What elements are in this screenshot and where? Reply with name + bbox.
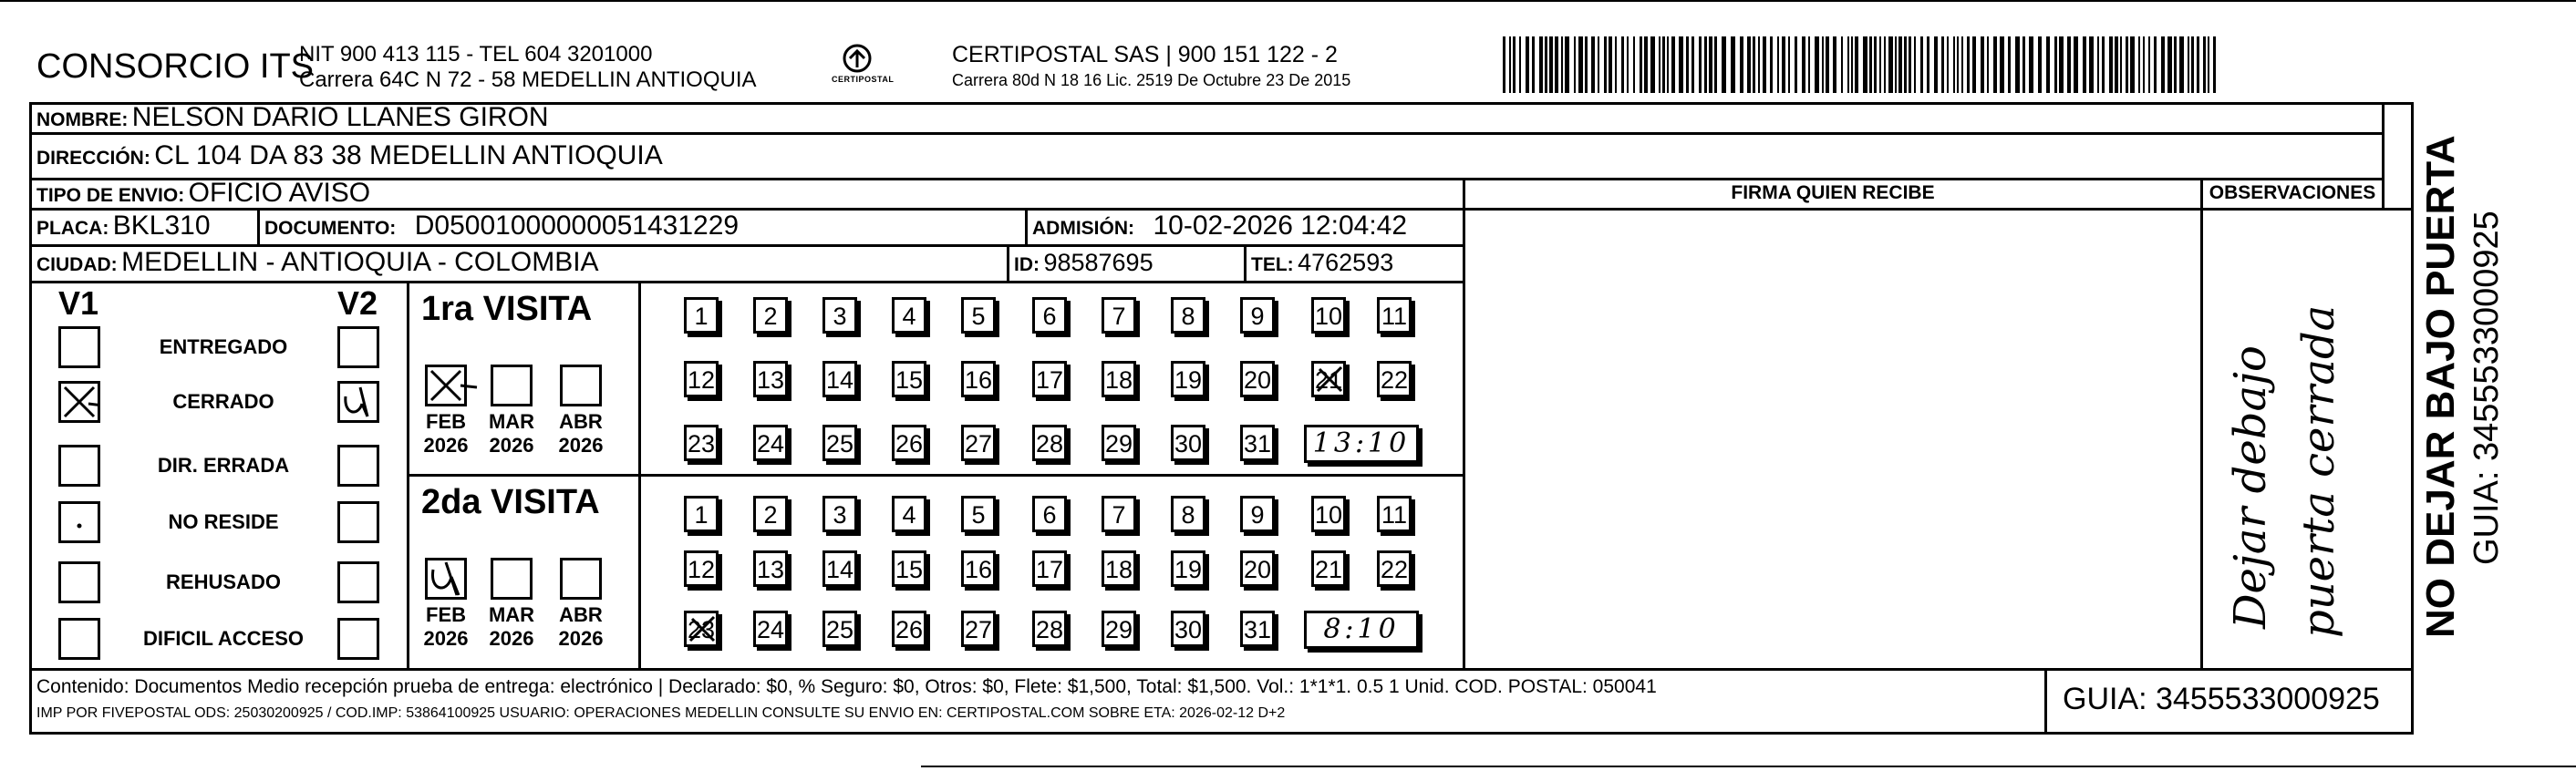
tipo-label: TIPO DE ENVIO: — [36, 185, 185, 206]
day-checkbox[interactable]: 15 — [892, 550, 926, 587]
first-time-value: 13:10 — [1312, 427, 1411, 459]
barcode-bar — [1747, 36, 1751, 93]
barcode-bar — [1615, 36, 1617, 93]
visit-month-label: ABR 2026 — [558, 410, 604, 457]
side-no-dejar: NO DEJAR BAJO PUERTA — [2418, 135, 2463, 638]
observaciones-header: OBSERVACIONES — [2209, 182, 2376, 203]
barcode-bar — [1519, 36, 1521, 93]
barcode-bar — [1914, 36, 1916, 93]
barcode-bar — [2174, 36, 2177, 93]
barcode-bar — [1699, 36, 1702, 93]
side-guia: GUIA: 3455533000925 — [2467, 211, 2506, 565]
ciudad-label: CIUDAD: — [36, 254, 118, 275]
barcode-bar — [1709, 36, 1712, 93]
barcode-bar — [2161, 36, 2165, 93]
day-checkbox[interactable]: 7 — [1102, 496, 1136, 532]
dot-mark-icon — [61, 504, 98, 540]
barcode-bar — [2148, 36, 2150, 93]
barcode-bar — [2138, 36, 2140, 93]
barcode-bar — [1920, 36, 1923, 93]
barcode-bar — [1981, 36, 1984, 93]
day-checkbox[interactable]: 17 — [1032, 361, 1067, 397]
barcode-bar — [1574, 36, 1576, 93]
barcode-bar — [1598, 36, 1599, 93]
barcode-bar — [2154, 36, 2157, 93]
day-checkbox[interactable]: 15 — [892, 361, 926, 397]
barcode-bar — [1993, 36, 1997, 93]
barcode-bar — [1763, 36, 1766, 93]
barcode-bar — [2213, 36, 2216, 93]
barcode-bar — [1855, 36, 1858, 93]
barcode-bar — [1847, 36, 1849, 93]
barcode-bar — [2197, 36, 2199, 93]
status-v1-checkbox[interactable] — [58, 618, 100, 660]
company-address: Carrera 64C N 72 - 58 MEDELLIN ANTIOQUIA — [299, 67, 757, 92]
barcode-bar — [1679, 36, 1683, 93]
barcode-bar — [2167, 36, 2172, 93]
day-checkbox[interactable]: 31 — [1240, 611, 1275, 647]
day-checkbox[interactable]: 9 — [1240, 297, 1275, 334]
barcode-bar — [1740, 36, 1743, 93]
barcode-bar — [1879, 36, 1881, 93]
barcode-bar — [1909, 36, 1911, 93]
nombre-value: NELSON DARIO LLANES GIRON — [131, 102, 549, 132]
placa-value: BKL310 — [112, 211, 211, 241]
status-v1-checkbox[interactable] — [58, 445, 100, 487]
status-v2-checkbox[interactable] — [337, 326, 379, 368]
status-v2-checkbox[interactable] — [337, 501, 379, 543]
barcode-bar — [1545, 36, 1547, 93]
day-checkbox[interactable]: 23 — [684, 425, 719, 461]
bottom-cut-line — [921, 766, 2576, 767]
x-mark-icon — [428, 367, 479, 404]
barcode-bar — [1549, 36, 1553, 93]
day-checkbox[interactable]: 13 — [753, 550, 788, 587]
barcode-bar — [1822, 36, 1824, 93]
nombre-label: NOMBRE: — [36, 109, 129, 130]
barcode-bar — [1863, 36, 1867, 93]
day-checkbox[interactable]: 24 — [753, 611, 788, 647]
barcode-bar — [2203, 36, 2206, 93]
barcode — [1503, 36, 2223, 93]
barcode-bar — [1972, 36, 1976, 93]
barcode-bar — [1659, 36, 1660, 93]
barcode-bar — [2143, 36, 2145, 93]
barcode-bar — [1532, 36, 1535, 93]
barcode-bar — [1539, 36, 1543, 93]
barcode-bar — [1591, 36, 1595, 93]
barcode-bar — [1957, 36, 1959, 93]
barcode-bar — [1927, 36, 1929, 93]
day-checkbox[interactable]: 2 — [753, 297, 788, 334]
day-checkbox[interactable]: 29 — [1102, 611, 1136, 647]
day-checkbox[interactable]: 5 — [961, 496, 996, 532]
barcode-bar — [1967, 36, 1970, 93]
day-checkbox[interactable]: 1 — [684, 496, 719, 532]
day-checkbox[interactable]: 6 — [1032, 496, 1067, 532]
barcode-bar — [1895, 36, 1897, 93]
day-checkbox[interactable]: 3 — [822, 496, 857, 532]
barcode-bar — [2126, 36, 2128, 93]
barcode-bar — [1604, 36, 1607, 93]
barcode-bar — [2208, 36, 2209, 93]
second-time-box — [1304, 611, 1419, 649]
footer-guia: GUIA: 3455533000925 — [2063, 682, 2380, 716]
carrier-address: Carrera 80d N 18 16 Lic. 2519 De Octubre 23 De 2015 — [952, 71, 1351, 89]
barcode-bar — [1691, 36, 1694, 93]
visit-month-checkbox[interactable] — [491, 365, 533, 406]
barcode-bar — [2130, 36, 2135, 93]
documento-value: D05001000000051431229 — [414, 211, 740, 241]
documento-field — [264, 208, 739, 244]
tel-value: 4762593 — [1298, 249, 1394, 276]
day-checkbox[interactable]: 17 — [1032, 550, 1067, 587]
visit-month-label: FEB 2026 — [423, 410, 469, 457]
barcode-bar — [2102, 36, 2105, 93]
day-checkbox[interactable]: 1 — [684, 297, 719, 334]
id-value: 98587695 — [1043, 249, 1154, 276]
day-checkbox[interactable]: 21 — [1311, 361, 1346, 397]
barcode-bar — [1627, 36, 1629, 93]
admision-value: 10-02-2026 12:04:42 — [1153, 211, 1408, 241]
first-visit-title: 1ra VISITA — [421, 290, 593, 328]
day-checkbox[interactable]: 22 — [1377, 361, 1412, 397]
direccion-label: DIRECCIÓN: — [36, 148, 150, 169]
check-mark-icon — [428, 560, 464, 597]
barcode-bar — [1722, 36, 1726, 93]
barcode-bar — [2008, 36, 2011, 93]
barcode-bar — [1770, 36, 1773, 93]
day-checkbox[interactable]: 28 — [1032, 611, 1067, 647]
observaciones-handwriting — [2207, 237, 2380, 656]
day-checkbox[interactable]: 30 — [1171, 611, 1205, 647]
day-checkbox[interactable]: 26 — [892, 611, 926, 647]
day-checkbox[interactable]: 11 — [1377, 297, 1412, 334]
company-name: CONSORCIO ITS — [36, 47, 315, 86]
status-v2-checkbox[interactable] — [337, 618, 379, 660]
barcode-bar — [1758, 36, 1760, 93]
barcode-bar — [2097, 36, 2099, 93]
barcode-bar — [2109, 36, 2113, 93]
day-checkbox[interactable]: 10 — [1311, 297, 1346, 334]
visit-month-label: MAR 2026 — [488, 603, 535, 650]
tel-label: TEL: — [1251, 254, 1294, 275]
day-checkbox[interactable]: 16 — [961, 361, 996, 397]
day-checkbox[interactable]: 19 — [1171, 361, 1205, 397]
barcode-bar — [2059, 36, 2064, 93]
day-checkbox[interactable]: 27 — [961, 611, 996, 647]
status-label: ENTREGADO — [159, 335, 288, 358]
company-nit: NIT 900 413 115 - TEL 604 3201000 — [299, 42, 653, 67]
day-checkbox[interactable]: 20 — [1240, 550, 1275, 587]
barcode-bar — [1884, 36, 1886, 93]
placa-label: PLACA: — [36, 218, 109, 239]
barcode-bar — [1704, 36, 1707, 93]
day-checkbox[interactable]: 25 — [822, 425, 857, 461]
day-checkbox[interactable]: 4 — [892, 496, 926, 532]
day-checkbox[interactable]: 11 — [1377, 496, 1412, 532]
tel-field — [1251, 244, 1393, 281]
status-v1-checkbox[interactable] — [58, 326, 100, 368]
footer-line-2: IMP POR FIVEPOSTAL ODS: 25030200925 / COD.IMP: 53864100925 USUARIO: OPERACIONES MEDELLIN CONSULTE SU ENVIO EN: CERTIPOSTAL.COM SOBRE ETA: 2026-02-12 D+2 — [36, 705, 1286, 721]
admision-field — [1032, 208, 1407, 244]
barcode-bar — [1714, 36, 1717, 93]
top-border — [0, 0, 2576, 2]
id-field — [1014, 244, 1154, 281]
status-label: CERRADO — [172, 390, 274, 413]
barcode-bar — [1667, 36, 1669, 93]
v2-label: V2 — [337, 284, 378, 322]
barcode-bar — [1555, 36, 1558, 93]
barcode-bar — [2115, 36, 2118, 93]
barcode-bar — [2054, 36, 2057, 93]
barcode-bar — [2029, 36, 2033, 93]
day-checkbox[interactable]: 23 — [684, 611, 719, 647]
barcode-bar — [1815, 36, 1819, 93]
status-label: DIR. ERRADA — [157, 454, 290, 477]
barcode-bar — [1851, 36, 1853, 93]
documento-label: DOCUMENTO: — [264, 218, 397, 239]
barcode-bar — [1782, 36, 1785, 93]
barcode-bar — [2188, 36, 2189, 93]
day-checkbox[interactable]: 16 — [961, 550, 996, 587]
status-label: DIFICIL ACCESO — [142, 627, 304, 650]
barcode-bar — [1874, 36, 1877, 93]
status-v2-checkbox[interactable] — [337, 561, 379, 603]
barcode-bar — [1777, 36, 1779, 93]
barcode-bar — [2000, 36, 2004, 93]
visit-month-checkbox[interactable] — [560, 558, 602, 600]
barcode-bar — [1987, 36, 1989, 93]
visit-month-label: FEB 2026 — [423, 603, 469, 650]
ciudad-value: MEDELLIN - ANTIOQUIA - COLOMBIA — [121, 247, 599, 277]
barcode-bar — [1671, 36, 1675, 93]
v1-label: V1 — [58, 284, 99, 322]
status-label: REHUSADO — [166, 571, 281, 593]
day-checkbox[interactable]: 9 — [1240, 496, 1275, 532]
day-checkbox[interactable]: 3 — [822, 297, 857, 334]
day-checkbox[interactable]: 4 — [892, 297, 926, 334]
day-checkbox[interactable]: 25 — [822, 611, 857, 647]
barcode-bar — [2179, 36, 2184, 93]
tipo-field — [36, 178, 370, 208]
day-checkbox[interactable]: 28 — [1032, 425, 1067, 461]
barcode-bar — [1503, 36, 1505, 93]
direccion-field — [36, 139, 663, 173]
barcode-bar — [1731, 36, 1735, 93]
day-checkbox[interactable]: 8 — [1171, 297, 1205, 334]
day-checkbox[interactable]: 14 — [822, 550, 857, 587]
nombre-field — [36, 102, 549, 132]
barcode-bar — [1686, 36, 1689, 93]
barcode-bar — [2067, 36, 2071, 93]
status-label: NO RESIDE — [168, 510, 279, 533]
visit-month-label: MAR 2026 — [488, 410, 535, 457]
barcode-bar — [1941, 36, 1944, 93]
carrier-name: CERTIPOSTAL SAS | 900 151 122 - 2 — [952, 42, 1338, 67]
visit-month-checkbox[interactable] — [491, 558, 533, 600]
day-checkbox[interactable]: 12 — [684, 550, 719, 587]
barcode-bar — [2120, 36, 2122, 93]
day-checkbox[interactable]: 31 — [1240, 425, 1275, 461]
admision-label: ADMISIÓN: — [1032, 218, 1134, 239]
day-checkbox[interactable]: 5 — [961, 297, 996, 334]
day-checkbox[interactable]: 19 — [1171, 550, 1205, 587]
barcode-bar — [2089, 36, 2094, 93]
visit-month-label: ABR 2026 — [558, 603, 604, 650]
second-time-value: 8:10 — [1323, 613, 1400, 645]
barcode-bar — [1633, 36, 1635, 93]
day-checkbox[interactable]: 12 — [684, 361, 719, 397]
day-checkbox[interactable]: 13 — [753, 361, 788, 397]
barcode-bar — [1609, 36, 1612, 93]
barcode-bar — [1833, 36, 1836, 93]
barcode-bar — [1947, 36, 1949, 93]
barcode-bar — [1802, 36, 1805, 93]
day-checkbox[interactable]: 18 — [1102, 361, 1136, 397]
day-checkbox[interactable]: 7 — [1102, 297, 1136, 334]
day-checkbox[interactable]: 21 — [1311, 550, 1346, 587]
day-checkbox[interactable]: 20 — [1240, 361, 1275, 397]
barcode-bar — [1788, 36, 1790, 93]
day-checkbox[interactable]: 14 — [822, 361, 857, 397]
status-v2-checkbox[interactable] — [337, 445, 379, 487]
status-v2-checkbox[interactable] — [337, 381, 379, 423]
barcode-bar — [1513, 36, 1516, 93]
check-mark-icon — [340, 384, 377, 420]
placa-field — [36, 208, 211, 244]
ciudad-field — [36, 244, 599, 281]
barcode-bar — [1621, 36, 1624, 93]
direccion-value: CL 104 DA 83 38 MEDELLIN ANTIOQUIA — [154, 140, 663, 170]
day-checkbox[interactable]: 2 — [753, 496, 788, 532]
barcode-bar — [1585, 36, 1588, 93]
day-checkbox[interactable]: 24 — [753, 425, 788, 461]
barcode-bar — [1934, 36, 1938, 93]
barcode-bar — [1795, 36, 1797, 93]
barcode-bar — [1841, 36, 1843, 93]
day-checkbox[interactable]: 27 — [961, 425, 996, 461]
second-visit-title: 2da VISITA — [421, 483, 600, 521]
barcode-bar — [2023, 36, 2025, 93]
barcode-bar — [1565, 36, 1569, 93]
barcode-bar — [2191, 36, 2194, 93]
barcode-bar — [1561, 36, 1563, 93]
barcode-bar — [1904, 36, 1907, 93]
day-checkbox[interactable]: 29 — [1102, 425, 1136, 461]
visit-month-checkbox[interactable] — [560, 365, 602, 406]
barcode-bar — [2083, 36, 2086, 93]
barcode-bar — [1808, 36, 1810, 93]
tipo-value: OFICIO AVISO — [188, 178, 371, 208]
barcode-bar — [1961, 36, 1963, 93]
status-v1-checkbox[interactable] — [58, 501, 100, 543]
carrier-logo-icon — [830, 38, 885, 93]
barcode-bar — [1644, 36, 1648, 93]
day-checkbox[interactable]: 30 — [1171, 425, 1205, 461]
barcode-bar — [1650, 36, 1655, 93]
barcode-bar — [1753, 36, 1755, 93]
visit-month-checkbox[interactable] — [425, 558, 467, 600]
day-checkbox[interactable]: 22 — [1377, 550, 1412, 587]
firma-header: FIRMA QUIEN RECIBE — [1731, 182, 1935, 203]
day-checkbox[interactable]: 18 — [1102, 550, 1136, 587]
handwriting-line-1: Dejar debajo — [2225, 345, 2276, 629]
footer-line-1: Contenido: Documentos Medio recepción prueba de entrega: electrónico | Declarado: $0, % Seguro: $0, Otros: $0, Flete: $1,500, Total: $1,500. Vol.: 1*1*1. 0.5 1 Unid. COD. POSTAL: 050041 — [36, 676, 1657, 697]
barcode-bar — [1898, 36, 1902, 93]
day-checkbox[interactable]: 8 — [1171, 496, 1205, 532]
first-time-box — [1304, 425, 1419, 463]
x-mark-icon — [61, 384, 98, 420]
carrier-logo-text: CERTIPOSTAL — [832, 75, 895, 84]
day-checkbox[interactable]: 10 — [1311, 496, 1346, 532]
barcode-bar — [2046, 36, 2050, 93]
id-label: ID: — [1014, 254, 1040, 275]
status-v1-checkbox[interactable] — [58, 561, 100, 603]
barcode-bar — [2074, 36, 2078, 93]
barcode-bar — [1640, 36, 1642, 93]
barcode-bar — [1869, 36, 1872, 93]
barcode-bar — [1509, 36, 1511, 93]
day-checkbox[interactable]: 26 — [892, 425, 926, 461]
barcode-bar — [1888, 36, 1893, 93]
status-v1-checkbox[interactable] — [58, 381, 100, 423]
barcode-bar — [2015, 36, 2020, 93]
barcode-bar — [1526, 36, 1529, 93]
handwriting-line-2: puerta cerrada — [2293, 304, 2344, 638]
barcode-bar — [1578, 36, 1583, 93]
visit-month-checkbox[interactable] — [425, 365, 467, 406]
day-checkbox[interactable]: 6 — [1032, 297, 1067, 334]
barcode-bar — [2038, 36, 2042, 93]
barcode-bar — [1662, 36, 1665, 93]
barcode-bar — [1826, 36, 1829, 93]
barcode-bar — [1953, 36, 1955, 93]
